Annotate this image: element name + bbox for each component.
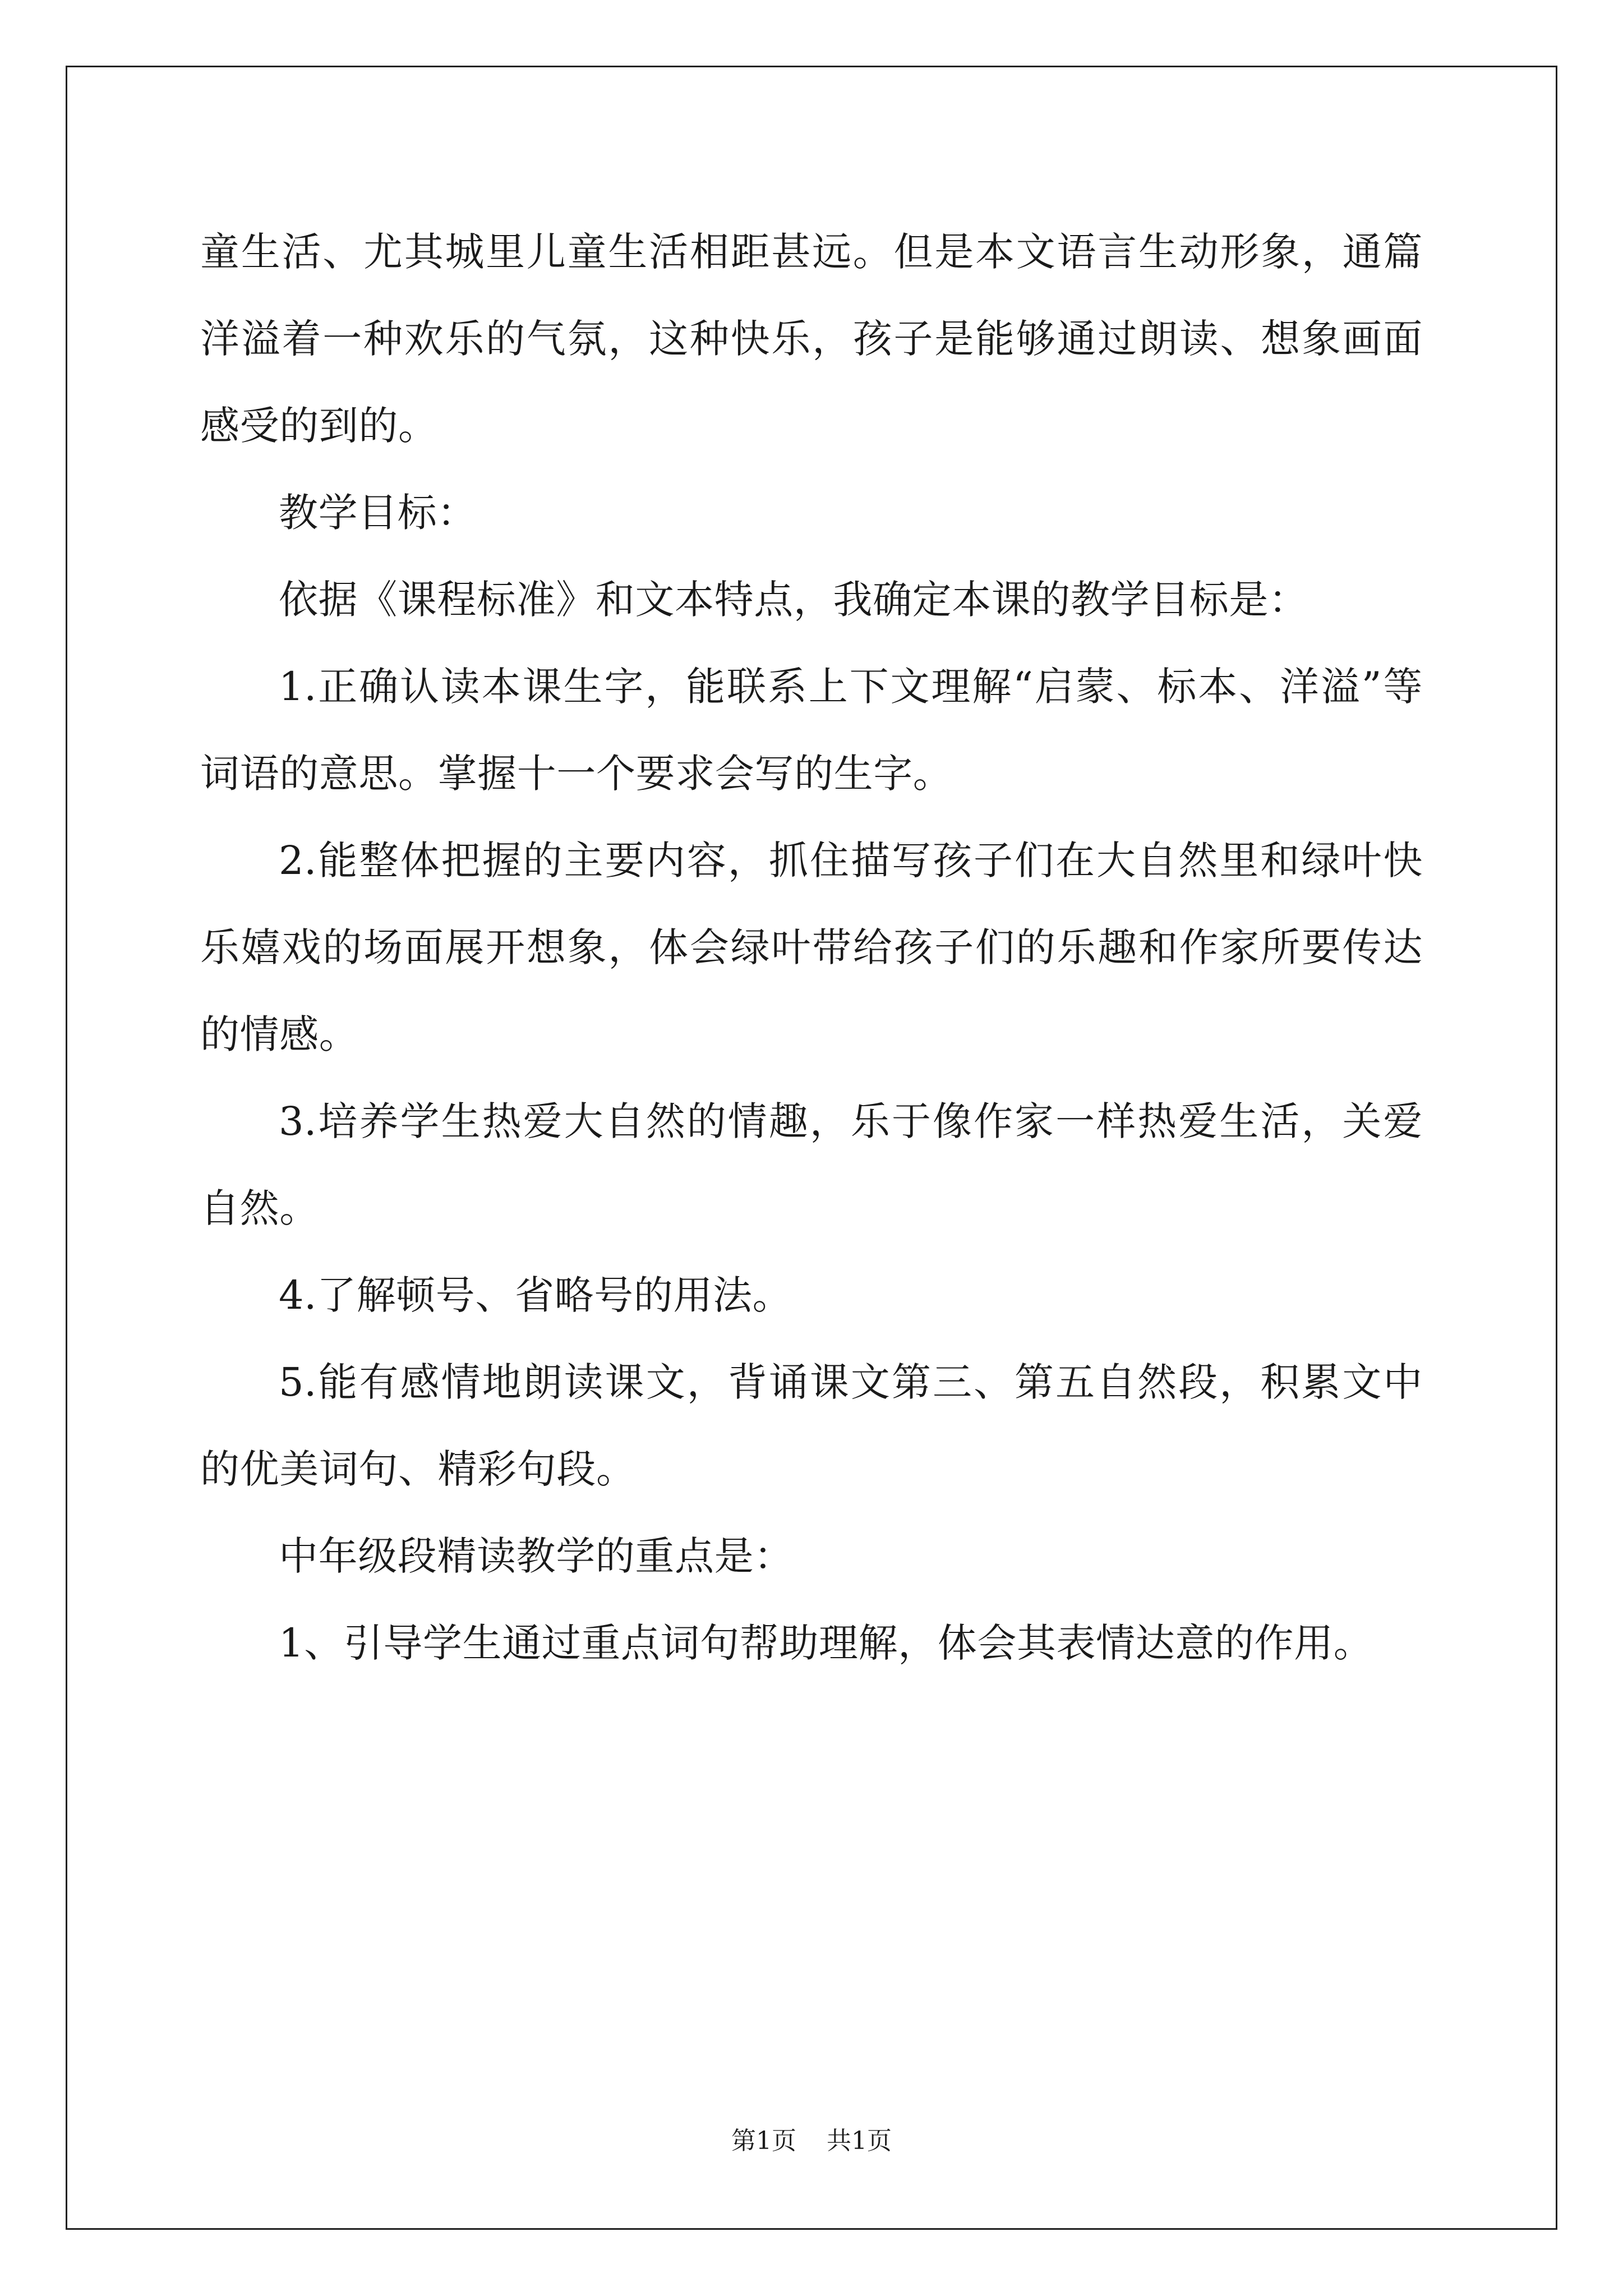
key-point-item-1: 1、引导学生通过重点词句帮助理解，体会其表情达意的作用。 [279, 1620, 1373, 1666]
goal-item-4: 4.了解顿号、省略号的用法。 [279, 1272, 792, 1318]
page-number-total: 共1页 [827, 2127, 892, 2155]
goal-item-2: 2.能整体把握的主要内容，抓住描写孩子们在大自然里和绿叶快乐嬉戏的场面展开想象，体会绿叶带给孩子们的乐趣和作家所要传达的情感。 [200, 838, 1423, 1057]
page-number-current: 第1页 [731, 2127, 796, 2155]
goal-item-1: 1.正确认读本课生字，能联系上下文理解“启蒙、标本、洋溢”等词语的意思。掌握十一个要求会写的生字。 [200, 664, 1423, 797]
heading-key-points: 中年级段精读教学的重点是： [279, 1533, 794, 1579]
page-footer [0, 2120, 1623, 2156]
heading-teaching-goals: 教学目标： [279, 490, 477, 536]
goal-item-3: 3.培养学生热爱大自然的情趣，乐于像作家一样热爱生活，关爱自然。 [200, 1098, 1423, 1231]
paragraph-goals-intro: 依据《课程标准》和文本特点，我确定本课的教学目标是： [279, 577, 1308, 623]
goal-item-5: 5.能有感情地朗读课文，背诵课文第三、第五自然段，积累文中的优美词句、精彩句段。 [200, 1359, 1423, 1492]
document-body [200, 209, 1423, 1687]
paragraph-intro-continued: 童生活、尤其城里儿童生活相距甚远。但是本文语言生动形象，通篇洋溢着一种欢乐的气氛，这种快乐，孩子是能够通过朗读、想象画面感受的到的。 [200, 229, 1423, 449]
